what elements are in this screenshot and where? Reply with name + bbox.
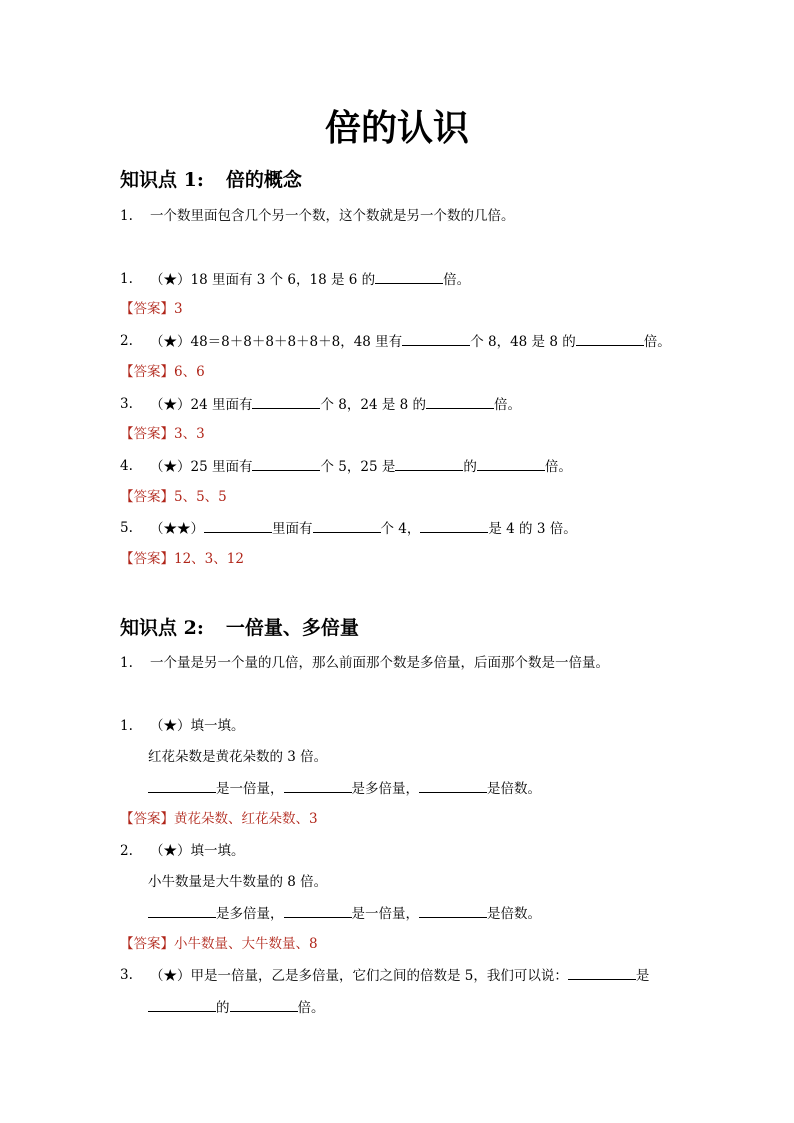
concept-2-text: 一个量是另一个量的几倍，那么前面那个数是多倍量，后面那个数是一倍量。 xyxy=(150,655,609,671)
question-part: 是倍数。 xyxy=(487,781,541,797)
section-2-title: 一倍量、多倍量 xyxy=(225,617,359,639)
question-text xyxy=(150,269,470,290)
answer-label: 【答案】 xyxy=(120,936,174,952)
answer-1-2 xyxy=(120,362,205,382)
difficulty-stars: （★） xyxy=(150,843,191,859)
question-part: 里面有 xyxy=(272,521,313,537)
answer-blank[interactable] xyxy=(395,456,463,471)
answer-value: 12、3、12 xyxy=(174,551,244,567)
question-part: 个 8，48 是 8 的 xyxy=(470,334,576,350)
answer-blank[interactable] xyxy=(313,518,381,533)
question-part: 甲是一倍量，乙是多倍量，它们之间的倍数是 5，我们可以说： xyxy=(190,968,568,984)
answer-1-1 xyxy=(120,299,183,319)
question-part: 填一填。 xyxy=(190,843,245,859)
answer-blank[interactable] xyxy=(477,456,545,471)
answer-blank[interactable] xyxy=(204,518,272,533)
difficulty-stars: （★） xyxy=(150,397,191,413)
question-number: 4. xyxy=(120,458,133,474)
answer-label: 【答案】 xyxy=(120,301,174,317)
section-1-label: 知识点 1: xyxy=(120,169,204,191)
question-part: 个 4， xyxy=(380,521,421,537)
answer-blank[interactable] xyxy=(252,394,320,409)
concept-1-number: 1. xyxy=(120,208,133,224)
question-text xyxy=(150,331,671,352)
answer-blank[interactable] xyxy=(230,997,298,1012)
question-part: 个 5，25 是 xyxy=(320,459,396,475)
answer-blank[interactable] xyxy=(576,331,644,346)
section-1-heading xyxy=(120,167,302,193)
answer-blank[interactable] xyxy=(284,903,352,918)
answer-value: 小牛数量、大牛数量、8 xyxy=(174,936,318,952)
answer-blank[interactable] xyxy=(148,903,216,918)
question-part: 18 里面有 3 个 6，18 是 6 的 xyxy=(190,272,376,288)
answer-blank[interactable] xyxy=(284,778,352,793)
question-number: 5. xyxy=(120,520,133,536)
concept-2-number: 1. xyxy=(120,655,133,671)
question-text xyxy=(150,518,577,539)
answer-value: 5、5、5 xyxy=(174,489,227,505)
question-part: 是 xyxy=(635,968,650,984)
question-part: 倍。 xyxy=(297,1000,325,1016)
question-part: 是多倍量， xyxy=(351,781,419,797)
question-part: 的 xyxy=(463,459,477,475)
concept-1-text: 一个数里面包含几个另一个数，这个数就是另一个数的几倍。 xyxy=(150,208,515,224)
question-part: 是倍数。 xyxy=(487,906,541,922)
question-statement: 红花朵数是黄花朵数的 3 倍。 xyxy=(148,749,328,765)
answer-blank[interactable] xyxy=(375,269,443,284)
question-part: 24 里面有 xyxy=(190,397,253,413)
question-statement: 小牛数量是大牛数量的 8 倍。 xyxy=(148,874,328,890)
answer-label: 【答案】 xyxy=(120,426,174,442)
answer-1-3 xyxy=(120,424,205,444)
difficulty-stars: （★） xyxy=(150,272,191,288)
question-text xyxy=(150,965,649,986)
answer-label: 【答案】 xyxy=(120,811,174,827)
answer-value: 3 xyxy=(174,301,183,317)
question-number: 1. xyxy=(120,271,133,287)
answer-2-1 xyxy=(120,809,318,829)
question-fill-line xyxy=(148,778,541,799)
question-number: 2. xyxy=(120,843,133,859)
answer-1-4 xyxy=(120,487,227,507)
answer-blank[interactable] xyxy=(568,965,636,980)
answer-label: 【答案】 xyxy=(120,489,174,505)
question-part: 25 里面有 xyxy=(190,459,253,475)
question-part: 倍。 xyxy=(544,459,572,475)
answer-blank[interactable] xyxy=(420,518,488,533)
answer-blank[interactable] xyxy=(419,903,487,918)
question-text xyxy=(150,716,245,736)
answer-blank[interactable] xyxy=(148,778,216,793)
question-fill-line xyxy=(148,903,541,924)
question-text xyxy=(150,394,521,415)
answer-2-2 xyxy=(120,934,318,954)
question-part: 是一倍量， xyxy=(216,781,284,797)
section-2-label: 知识点 2: xyxy=(120,617,204,639)
difficulty-stars: （★） xyxy=(150,459,191,475)
question-part: 倍。 xyxy=(443,272,471,288)
question-part: 个 8，24 是 8 的 xyxy=(320,397,427,413)
section-1-title: 倍的概念 xyxy=(225,169,302,191)
answer-blank[interactable] xyxy=(402,331,470,346)
answer-label: 【答案】 xyxy=(120,551,174,567)
question-number: 3. xyxy=(120,396,133,412)
question-part: 倍。 xyxy=(494,397,522,413)
answer-value: 3、3 xyxy=(174,426,205,442)
difficulty-stars: （★） xyxy=(150,718,191,734)
difficulty-stars: （★★） xyxy=(150,521,204,537)
question-part: 的 xyxy=(216,1000,230,1016)
question-text xyxy=(150,456,572,477)
question-part: 倍。 xyxy=(643,334,671,350)
answer-value: 黄花朵数、红花朵数、3 xyxy=(174,811,318,827)
question-number: 2. xyxy=(120,333,133,349)
question-fill-line xyxy=(148,997,325,1018)
question-part: 填一填。 xyxy=(190,718,245,734)
answer-blank[interactable] xyxy=(419,778,487,793)
question-number: 3. xyxy=(120,967,133,983)
question-text xyxy=(150,841,245,861)
section-2-heading xyxy=(120,615,359,641)
question-part: 48＝8＋8＋8＋8＋8＋8，48 里有 xyxy=(190,334,403,350)
answer-blank[interactable] xyxy=(148,997,216,1012)
answer-blank[interactable] xyxy=(426,394,494,409)
answer-label: 【答案】 xyxy=(120,364,174,380)
difficulty-stars: （★） xyxy=(150,968,191,984)
question-number: 1. xyxy=(120,718,133,734)
answer-1-5 xyxy=(120,549,244,569)
difficulty-stars: （★） xyxy=(150,334,191,350)
question-part: 是 4 的 3 倍。 xyxy=(488,521,577,537)
answer-blank[interactable] xyxy=(252,456,320,471)
question-part: 是一倍量， xyxy=(351,906,419,922)
page-title: 倍的认识 xyxy=(324,107,469,149)
question-part: 是多倍量， xyxy=(216,906,284,922)
answer-value: 6、6 xyxy=(174,364,205,380)
